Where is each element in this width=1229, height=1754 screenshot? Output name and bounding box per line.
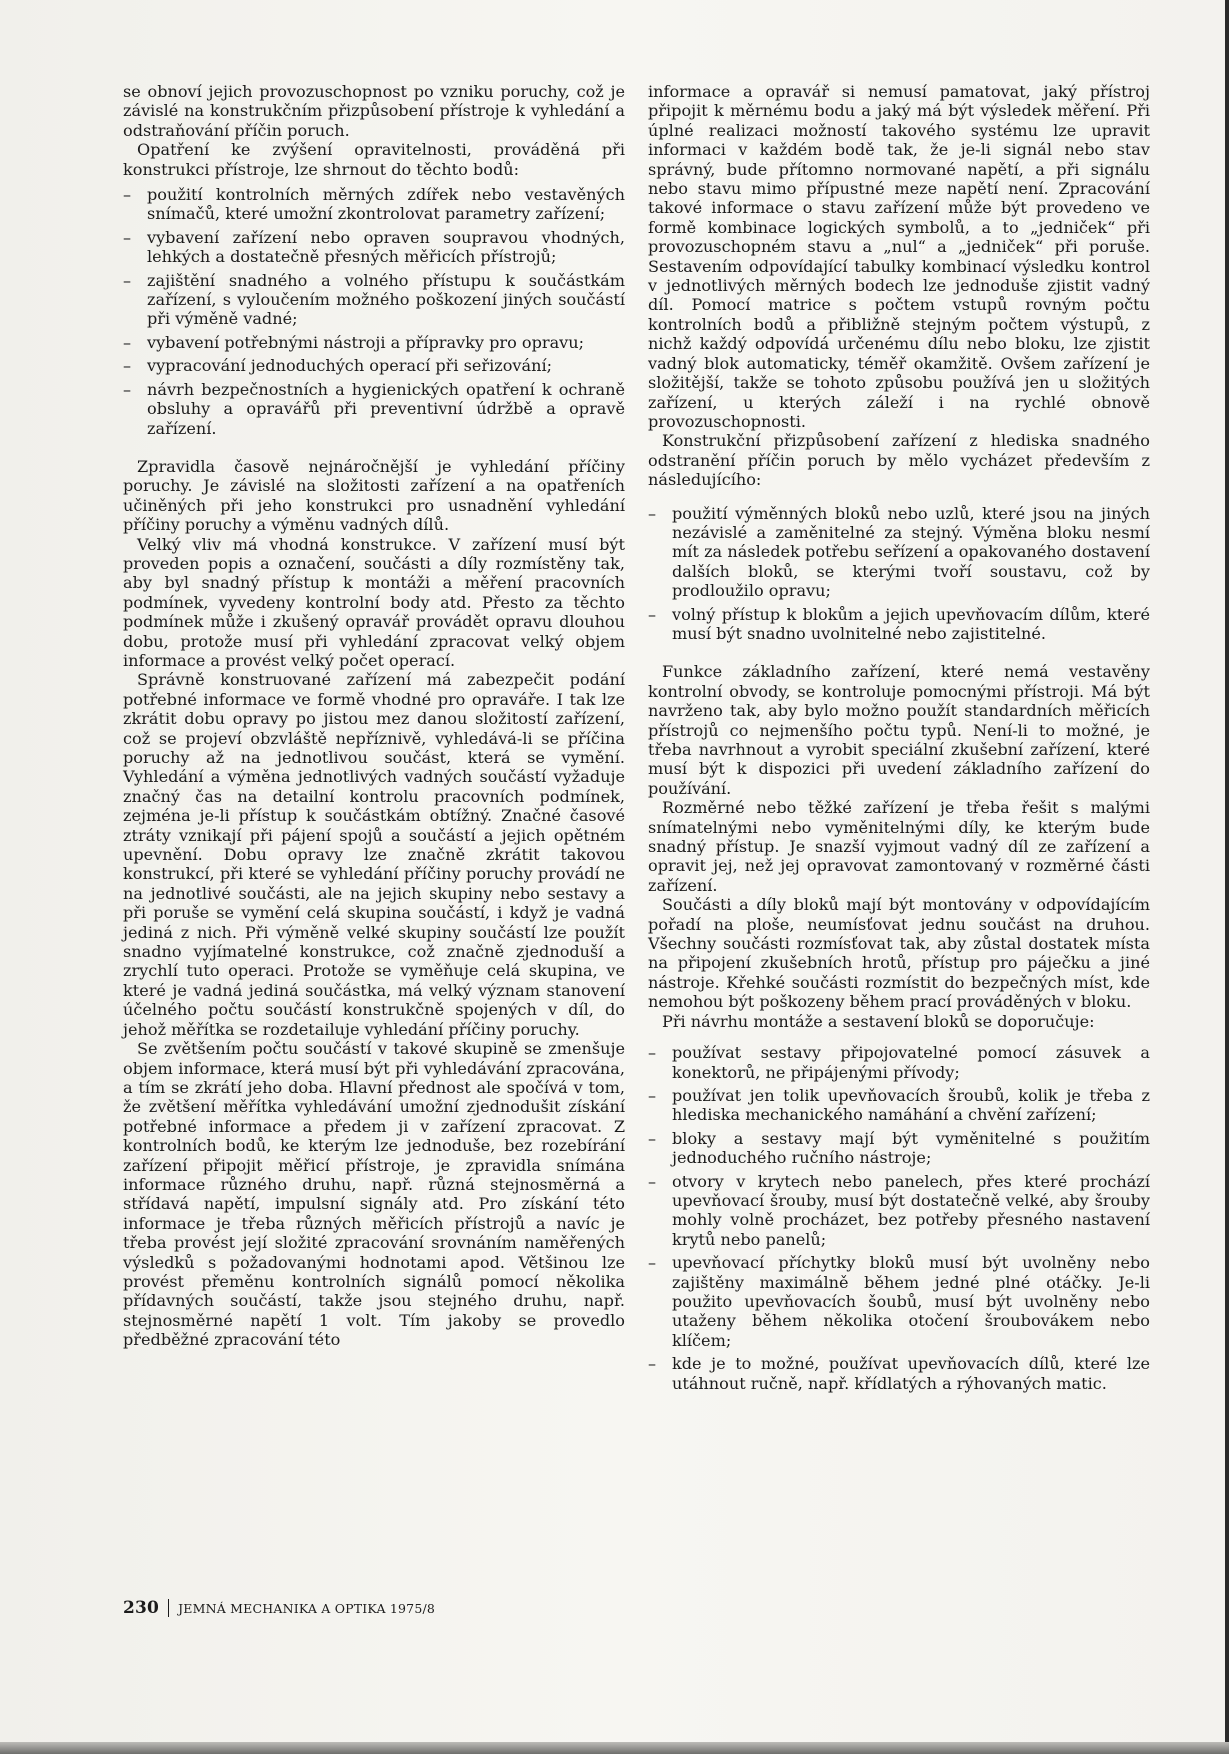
scan-edge-bottom (0, 1742, 1229, 1754)
list-item (648, 1253, 1150, 1350)
bullet-dash: – (123, 185, 132, 205)
paragraph: se obnoví jejich provozuschopnost po vzniku poruchy, což je závislé na konstrukčním přizpůsobení přístroje k vyhledání a odstraňování příčin poruch. (123, 82, 625, 140)
paragraph: Při návrhu montáže a sestavení bloků se doporučuje: (662, 1011, 1095, 1031)
bullet-dash: – (123, 270, 132, 290)
bullet-dash: – (123, 227, 132, 247)
paragraph: Rozměrné nebo těžké zařízení je třeba řešit s malými snímatelnými nebo vyměnitelnými díly, ke kterým bude snadný přístup. Je snazší vyjmout vadný díl ze zařízení a opravit jej, než jej opravovat zamontovaný v rozměrné části zařízení. (648, 798, 1150, 895)
footer-divider (168, 1599, 169, 1617)
right-column (648, 82, 1150, 1397)
list-item (648, 605, 1150, 644)
list-item (648, 1354, 1150, 1393)
bullet-dash: – (648, 1171, 657, 1191)
journal-title: JEMNÁ MECHANIKA A OPTIKA 1975/8 (178, 1600, 436, 1616)
list-item-text: návrh bezpečnostních a hygienických opatření k ochraně obsluhy a opravářů při preventivní údržbě a opravě zařízení. (147, 379, 625, 438)
bullet-dash: – (648, 604, 657, 624)
list-item (648, 1129, 1150, 1168)
paragraph: Zpravidla časově nejnáročnější je vyhledání příčiny poruchy. Je závislé na složitosti zařízení a na opatřeních učiněných při jeho konstrukci pro usnadnění vyhledání příčiny poruchy a výměnu vadných dílů. (123, 456, 625, 535)
page-number: 230 (123, 1598, 160, 1618)
list-item-text: použití kontrolních měrných zdířek nebo vestavěných snímačů, které umožní zkontrolovat parametry zařízení; (147, 185, 625, 224)
list-item (123, 271, 625, 329)
paragraph: Velký vliv má vhodná konstrukce. V zařízení musí být proveden popis a označení, součásti a díly rozmístěny tak, aby byl snadný přístup k montáži a měření pracovních podmínek, vyvedeny kontrolní body atd. Přesto za těchto podmínek může i zkušený opravář provádět opravu dlouhou dobu, protože musí při vyhledání zpracovat velký objem informace a provést velký počet operací. (123, 534, 625, 670)
list-item-text: vybavení zařízení nebo opraven soupravou vhodných, lehkých a dostatečně přesných měřicích přístrojů; (147, 227, 625, 267)
bullet-dash: – (123, 379, 132, 399)
list-item-text: upevňovací příchytky bloků musí být uvolněny nebo zajištěny maximálně během jedné plné otáčky. Je-li použito upevňovacích šoubů, musí být uvolněny nebo utaženy během několika otočení šroubovákem nebo klíčem; (672, 1253, 1150, 1350)
bullet-dash: – (648, 1043, 657, 1063)
list-item (123, 228, 625, 267)
bullet-dash: – (123, 332, 132, 352)
bullet-dash: – (648, 1354, 657, 1374)
list-item (648, 504, 1150, 601)
list-item-text: kde je to možné, používat upevňovacích dílů, které lze utáhnout ručně, např. křídlatých a rýhovaných matic. (672, 1354, 1150, 1393)
bullet-dash: – (648, 1253, 657, 1273)
list-item-text: otvory v krytech nebo panelech, přes které prochází upevňovací šrouby, musí být dostatečně velké, aby šrouby mohly volně procházet, bez potřeby přesného nastavení krytů nebo panelů; (672, 1171, 1150, 1249)
list-item (648, 1086, 1150, 1125)
list-item (648, 1043, 1150, 1082)
list-item-text: bloky a sestavy mají být vyměnitelné s použitím jednoduchého ručního nástroje; (672, 1128, 1150, 1168)
list-item-text: používat sestavy připojovatelné pomocí zásuvek a konektorů, ne připájenými přívody; (672, 1043, 1150, 1082)
bullet-dash: – (123, 356, 132, 376)
list-item (123, 185, 625, 224)
list-item (648, 1172, 1150, 1250)
bullet-dash: – (648, 503, 657, 523)
list-item-text: používat jen tolik upevňovacích šroubů, kolik je třeba z hlediska mechanického namáhání a chvění zařízení; (672, 1085, 1150, 1125)
list-item-text: použití výměnných bloků nebo uzlů, které jsou na jiných nezávislé a zaměnitelné za stejný. Výměna bloku nesmí mít za následek potřebu seřízení a opakovaného dostavení dalších bloků, se kterými tvoří soustavu, což by prodloužilo opravu; (672, 503, 1150, 601)
paragraph: Správně konstruované zařízení má zabezpečit podání potřebné informace ve formě vhodné pro opraváře. I tak lze zkrátit dobu opravy po jistou mez danou složitostí zařízení, což se projeví obzvláště nepříznivě, vyhledává-li se příčina poruchy až na jednotlivou součást, která se vymění. Vyhledání a výměna jednotlivých vadných součástí vyžaduje značný čas na detailní kontrolu pracovních podmínek, zejména je-li přístup k součástkám obtížný. Značné časové ztráty vznikají při pájení spojů a součástí a jejich opětném upevnění. Dobu opravy lze značně zkrátit takovou konstrukcí, při které se vyhledání příčiny poruchy provádí ne na jednotlivé součásti, ale na jejich skupiny nebo sestavy a při poruše se vymění celá skupina součástí, i když je vadná jediná z nich. Při výměně velké skupiny součástí lze použít snadno vyjímatelné konstrukce, což značně zjednoduší a zrychlí tuto operaci. Protože se vyměňuje celá skupina, ve které je vadná jediná součástka, má velký význam stanovení účelného počtu součástí konstrukčně spojených v díl, do jehož měřítka se rozdetailuje vyhledání příčiny poruchy. (123, 670, 625, 1039)
scan-edge-right (1225, 0, 1229, 1754)
list-item-text: vybavení potřebnými nástroji a přípravky pro opravu; (147, 332, 585, 352)
page-footer (123, 1598, 435, 1618)
list-item (123, 333, 625, 352)
list-item-text: zajištění snadného a volného přístupu k součástkám zařízení, s vyloučením možného poškození jiných součástí při výměně vadné; (147, 270, 625, 329)
paragraph: Funkce základního zařízení, které nemá vestavěny kontrolní obvody, se kontroluje pomocnými přístroji. Má být navrženo tak, aby bylo možno použít standardních měřicích přístrojů co nejmenšího počtu typů. Není-li to možné, je třeba navrhnout a vyrobit speciální zkušební zařízení, které musí být k dispozici při uvedení základního zařízení do používání. (648, 662, 1150, 798)
bullet-list (648, 504, 1150, 644)
bullet-dash: – (648, 1085, 657, 1105)
list-item (123, 380, 625, 438)
paragraph: Součásti a díly bloků mají být montovány v odpovídajícím pořadí na ploše, neumísťovat jednu součást na druhou. Všechny součásti rozmísťovat tak, aby zůstal dostatek místa na připojení zkušebních hrotů, přístup pro páječku a jiné nástroje. Křehké součásti rozmístit do bezpečných míst, kde nemohou být poškozeny během prací prováděných v bloku. (648, 895, 1150, 1012)
list-item-text: vypracování jednoduchých operací při seřizování; (147, 356, 553, 376)
bullet-dash: – (648, 1128, 657, 1148)
paragraph: informace a opravář si nemusí pamatovat, jaký přístroj připojit k měrnému bodu a jaký má být výsledek měření. Při úplné realizaci možností takového systému lze upravit informaci v každém bodě tak, že je-li signál nebo stav správný, bude přítomno normované napětí, a při signálu nebo stavu mimo přípustné meze napětí není. Zpracování takové informace o stavu zařízení může být provedeno ve formě kombinace logických symbolů, a to „jedniček“ při provozuschopném stavu a „nul“ a „jedniček“ při poruše. Sestavením odpovídající tabulky kombinací výsledku kontrol v jednotlivých měrných bodech lze jednoduše zjistit vadný díl. Pomocí matrice s počtem vstupů rovným počtu kontrolních bodů a přibližně stejným počtem výstupů, z nichž každý odpovídá určenému dílu nebo bloku, lze zjistit vadný blok automaticky, téměř okamžitě. Ovšem zařízení je složitější, takže se tohoto způsobu používá jen u složitých zařízení, u kterých záleží i na rychlé obnově provozuschopnosti. (648, 82, 1150, 431)
bullet-list (648, 1043, 1150, 1393)
paragraph: Konstrukční přizpůsobení zařízení z hlediska snadného odstranění příčin poruch by mělo vycházet především z následujícího: (648, 431, 1150, 490)
bullet-list (123, 185, 625, 438)
list-item-text: volný přístup k blokům a jejich upevňovacím dílům, které musí být snadno uvolnitelné nebo zajistitelné. (672, 604, 1150, 643)
paragraph: Se zvětšením počtu součástí v takové skupině se zmenšuje objem informace, která musí být při vyhledávání zpracována, a tím se zkrátí jeho doba. Hlavní přednost ale spočívá v tom, že zvětšení měřítka vyhledávání umožní zjednodušit získání potřebné informace a předem ji v zařízení zpracovat. Z kontrolních bodů, ke kterým lze jednoduše, bez rozebírání zařízení připojit měřicí přístroje, je zpravidla snímána informace různého druhu, např. různá stejnosměrná a střídavá napětí, impulsní signály atd. Pro získání této informace je třeba různých měřicích přístrojů a navíc je třeba provést její složité zpracování srovnáním naměřených výsledků s požadovanými hodnotami apod. Většinou lze provést přeměnu kontrolních signálů pomocí několika přídavných součástí, takže jsou stejného druhu, např. stejnosměrné napětí 1 volt. Tím jakoby se provedlo předběžné zpracování této (123, 1039, 625, 1350)
left-column (123, 82, 625, 1350)
paragraph: Opatření ke zvýšení opravitelnosti, prováděná při konstrukci přístroje, lze shrnout do těchto bodů: (123, 140, 625, 179)
list-item (123, 356, 625, 375)
